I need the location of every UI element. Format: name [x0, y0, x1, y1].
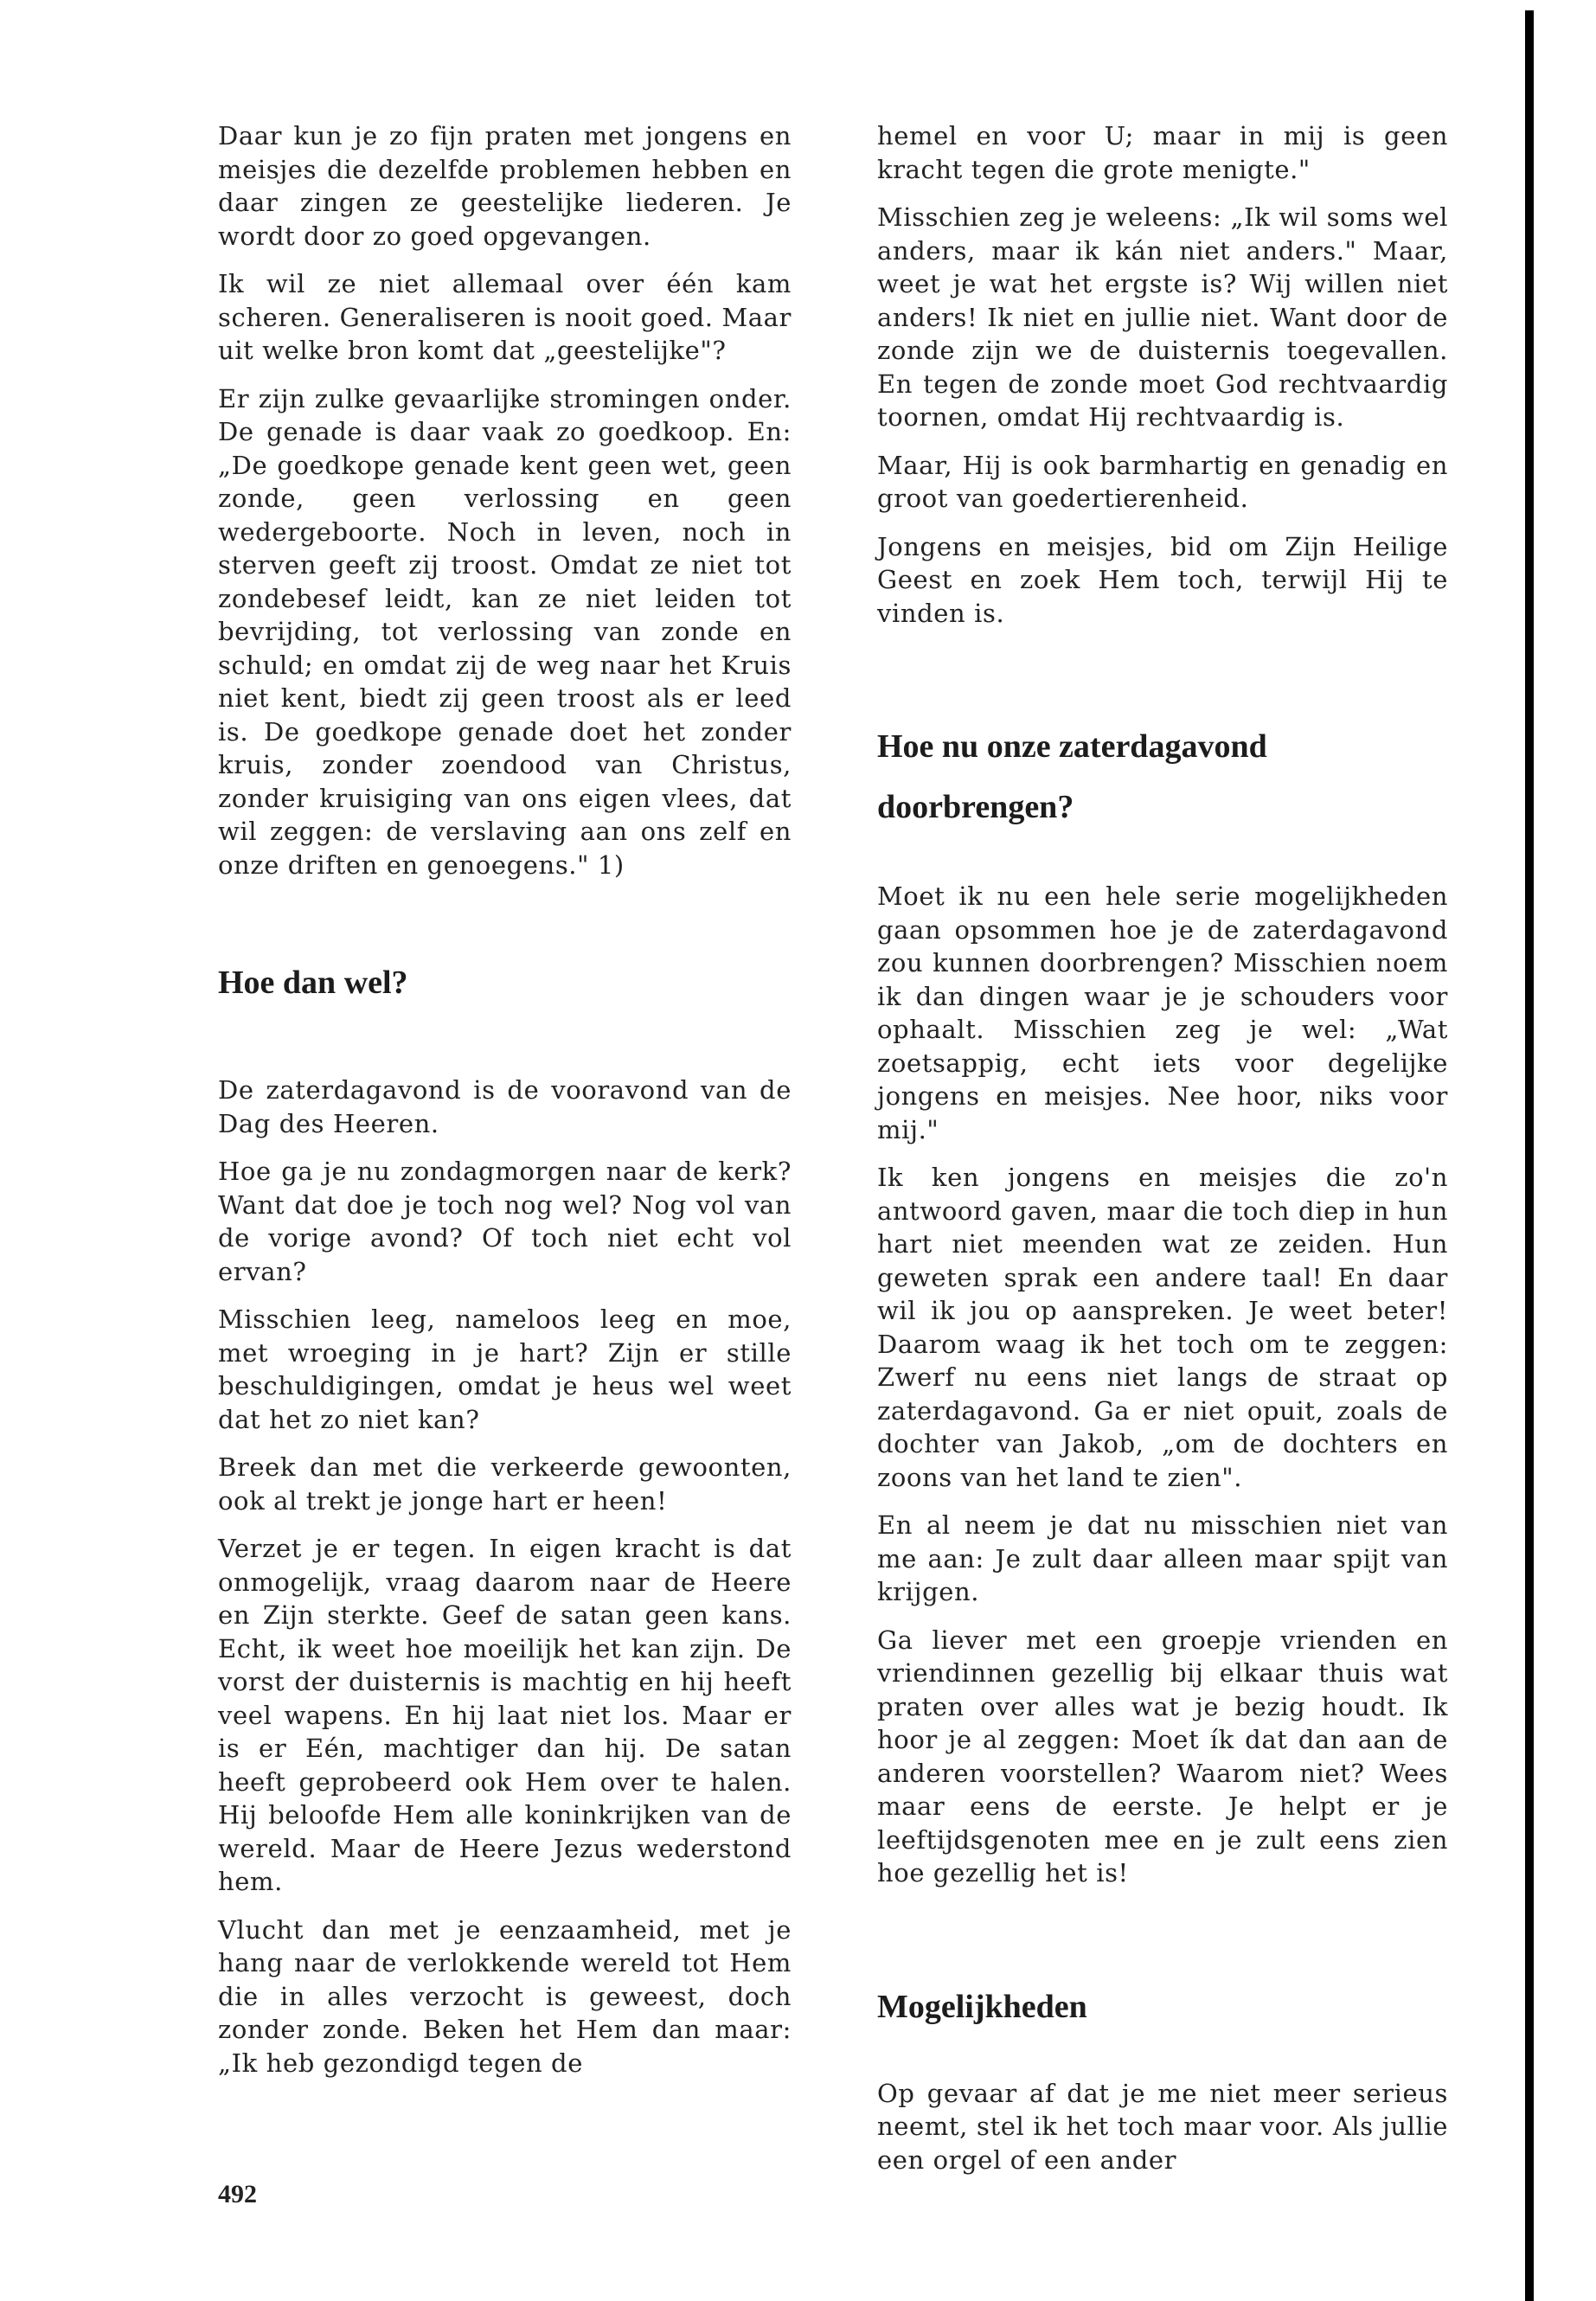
paragraph: Jongens en meisjes, bid om Zijn Heilige Geest en zoek Hem toch, terwijl Hij te vinden is. — [877, 531, 1448, 628]
paragraph: Maar, Hij is ook barmhartig en genadig en groot van goedertierenheid. — [877, 450, 1448, 513]
right-column — [877, 119, 1448, 2191]
paragraph: Daar kun je zo fijn praten met jongens en meisjes die dezelfde problemen hebben en daar zingen ze geestelijke liederen. Je wordt door zo goed opgevangen. — [218, 121, 792, 251]
paragraph: Breek dan met die verkeerde gewoonten, ook al trekt je jonge hart er heen! — [218, 1452, 792, 1516]
section-heading: Hoe nu onze zaterdagavond doorbrengen? — [877, 728, 1267, 825]
section-heading: Hoe dan wel? — [218, 965, 408, 1001]
left-column — [218, 119, 792, 2094]
paragraph: Verzet je er tegen. In eigen kracht is dat onmogelijk, vraag daarom naar de Heere en Zijn sterkte. Geef de satan geen kans. Echt, ik weet hoe moeilijk het kan zijn. De vorst der duisternis is machtig en hij heeft veel wapens. En hij laat niet los. Maar er is er Eén, machtiger dan hij. De satan heeft geprobeerd ook Hem over te halen. Hij beloofde Hem alle koninkrijken van de wereld. Maar de Heere Jezus wederstond hem. — [218, 1534, 792, 1896]
paragraph: Misschien zeg je weleens: „Ik wil soms wel anders, maar ik kán niet anders." Maar, weet je wat het ergste is? Wij willen niet anders! Ik niet en jullie niet. Want door de zonde zijn we de duisternis toegevallen. En tegen de zonde moet God rechtvaardig toornen, omdat Hij rechtvaardig is. — [877, 202, 1448, 432]
paragraph: Ik ken jongens en meisjes die zo'n antwoord gaven, maar die toch diep in hun hart niet meenden wat ze zeiden. Hun geweten sprak een andere taal! En daar wil ik jou op aanspreken. Je weet beter! Daarom waag ik het toch om te zeggen: Zwerf nu eens niet langs de straat op zaterdagavond. Ga er niet opuit, zoals de dochter van Jakob, „om de dochters en zoons van het land te zien". — [877, 1163, 1448, 1492]
section-heading: Mogelijkheden — [877, 1988, 1087, 2025]
paragraph: Misschien leeg, nameloos leeg en moe, met wroeging in je hart? Zijn er stille beschuldigingen, omdat je heus wel weet dat het zo niet kan? — [218, 1304, 792, 1434]
paragraph: Vlucht dan met je eenzaamheid, met je hang naar de verlokkende wereld tot Hem die in alles verzocht is geweest, doch zonder zonde. Beken het Hem dan maar: „Ik heb gezondigd tegen de — [218, 1914, 792, 2078]
page-number: 492 — [218, 2180, 257, 2208]
paragraph: En al neem je dat nu misschien niet van me aan: Je zult daar alleen maar spijt van krijgen. — [877, 1510, 1448, 1606]
paragraph: Ga liever met een groepje vrienden en vriendinnen gezellig bij elkaar thuis wat praten over alles wat je bezig houdt. Ik hoor je al zeggen: Moet ík dat dan aan de anderen voorstellen? Waarom niet? Wees maar eens de eerste. Je helpt er je leeftijdsgenoten mee en je zult eens zien hoe gezellig het is! — [877, 1625, 1448, 1888]
page-edge-bar — [1525, 10, 1534, 2301]
paragraph: Er zijn zulke gevaarlijke stromingen onder. De genade is daar vaak zo goedkoop. En: „De goedkope genade kent geen wet, geen zonde, geen verlossing en geen wedergeboorte. Noch in leven, noch in sterven geeft zij troost. Omdat ze niet tot zondebesef leidt, kan ze niet leiden tot bevrijding, tot verlossing van zonde en schuld; en omdat zij de weg naar het Kruis niet kent, biedt zij geen troost als er leed is. De goedkope genade doet het zonder kruis, zonder zoendood van Christus, zonder kruisiging van ons eigen vlees, dat wil zeggen: de verslaving aan ons zelf en onze driften en genoegens." 1) — [218, 383, 792, 880]
paragraph: Op gevaar af dat je me niet meer serieus neemt, stel ik het toch maar voor. Als jullie een orgel of een ander — [877, 2078, 1448, 2175]
paragraph: Hoe ga je nu zondagmorgen naar de kerk? Want dat doe je toch nog wel? Nog vol van de vorige avond? Of toch niet echt vol ervan? — [218, 1157, 792, 1286]
paragraph: De zaterdagavond is de vooravond van de Dag des Heeren. — [218, 1075, 792, 1138]
paragraph: hemel en voor U; maar in mij is geen kracht tegen die grote menigte." — [877, 121, 1448, 184]
paragraph: Moet ik nu een hele serie mogelijkheden gaan opsommen hoe je de zaterdagavond zou kunnen doorbrengen? Misschien noem ik dan dingen waar je je schouders voor ophaalt. Misschien zeg je wel: „Wat zoetsappig, echt iets voor degelijke jongens en meisjes. Nee hoor, niks voor mij." — [877, 881, 1448, 1144]
paragraph: Ik wil ze niet allemaal over één kam scheren. Generaliseren is nooit goed. Maar uit welke bron komt dat „geestelijke"? — [218, 269, 792, 365]
